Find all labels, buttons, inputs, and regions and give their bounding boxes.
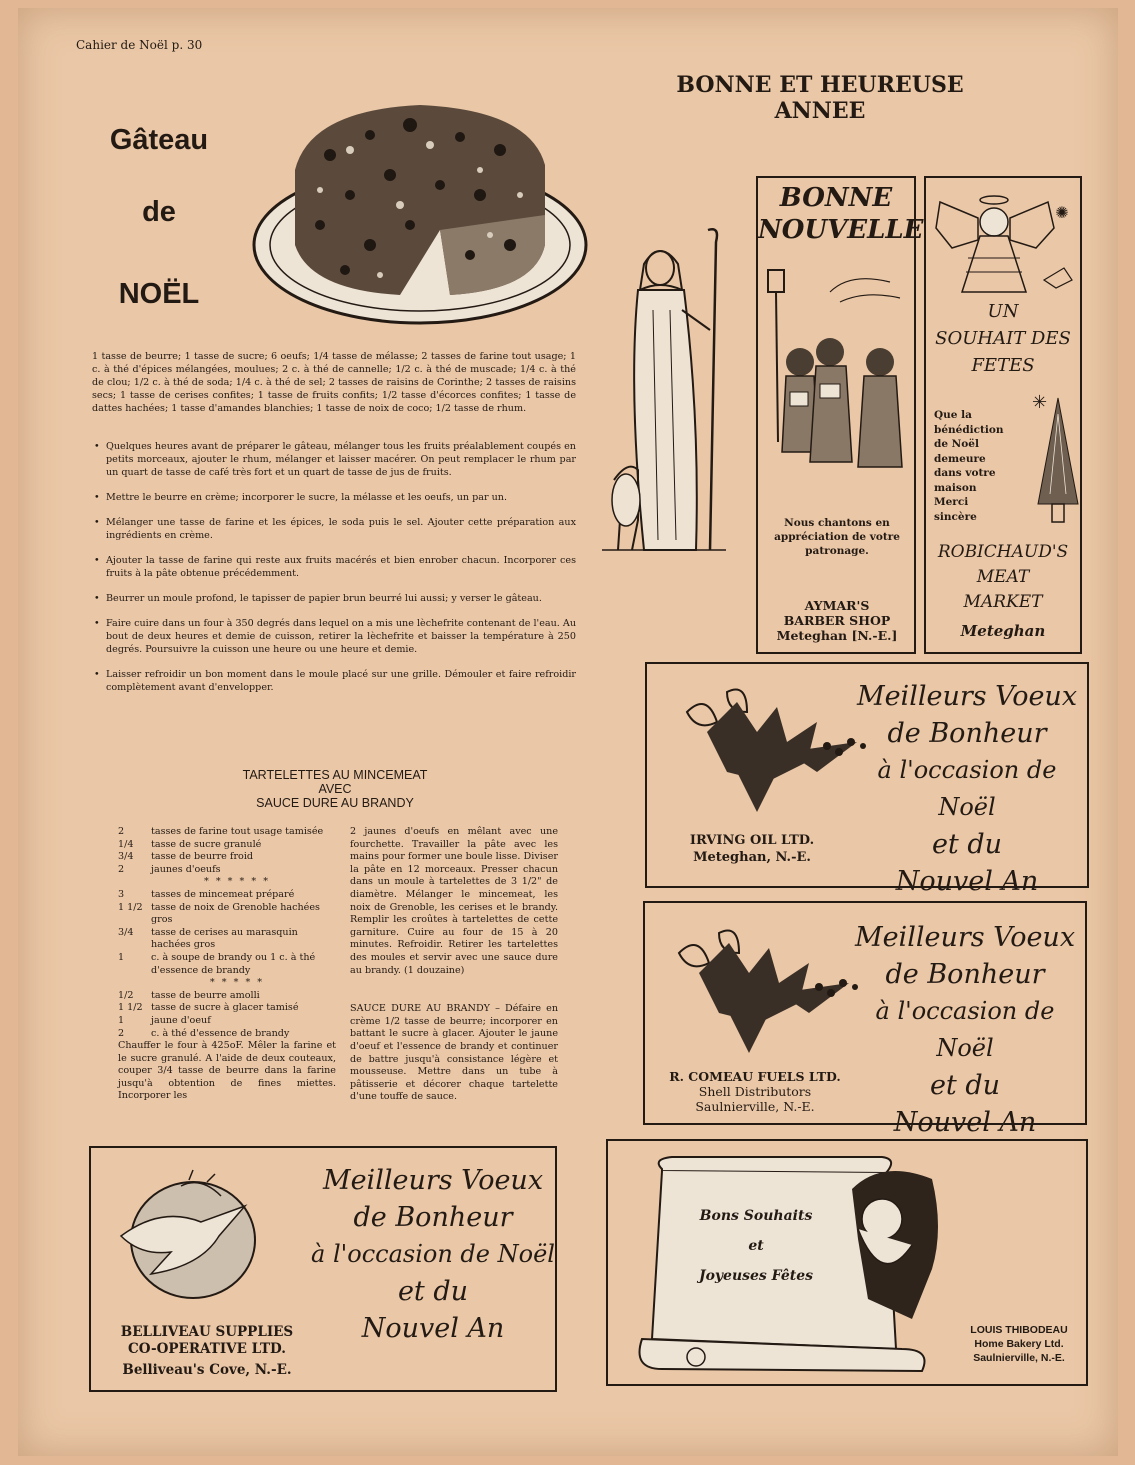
tartelettes-method-start: Chauffer le four à 425oF. Mêler la farine et le sucre granulé. A l'aide de deux couteaux, couper 3/4 tasse de beurre dans la farine jusqu'à obtention de fines miettes. Incorporer les xyxy=(118,1040,336,1102)
separator-stars: * * * * * * xyxy=(203,876,271,888)
thibodeau-scroll-text xyxy=(656,1201,856,1291)
ingredient-item: jaunes d'oeufs xyxy=(151,863,221,875)
comeau-fuels-ad xyxy=(643,901,1087,1138)
thibodeau-info-line: Home Bakery Ltd. xyxy=(974,1338,1064,1350)
svg-text:✺: ✺ xyxy=(1055,203,1069,222)
ingredient-row xyxy=(118,990,336,1003)
robichaud-text-line: Merci sincère xyxy=(934,496,977,523)
dove-illustration xyxy=(111,1166,261,1306)
gateau-steps xyxy=(92,440,576,706)
greeting-line: et du xyxy=(397,1276,469,1307)
greeting-line: Meilleurs Voeux xyxy=(322,1165,544,1196)
greeting-line: Nouvel An xyxy=(895,866,1039,897)
ingredient-item: tasse de cerises au marasquin hachées gros xyxy=(151,926,298,951)
irving-info-line: IRVING OIL LTD. xyxy=(689,833,815,848)
gateau-ingredients: 1 tasse de beurre; 1 tasse de sucre; 6 oeufs; 1/4 tasse de mélasse; 2 tasses de farine tout usage; 1 c. à thé d'épices mélangées, moulues; 2 c. à thé de cannelle; 1/2 c. à thé de muscade; 1/4 c. à thé de clou; 1/2 c. à thé de soda; 1/4 c. à thé de sel; 2 tasses de raisins de Corinthe; 2 tasses de raisins secs; 1 tasse de cerises confites; 1 tasse de fruits confits; 1/2 tasse d'écorces confites; 1 tasse de dattes hachées; 1 tasse d'amandes blanchies; 1 tasse de noix de coco; 1/2 tasse de rhum. xyxy=(92,351,576,414)
carolers-illustration xyxy=(760,252,912,482)
tartelettes-method-cont: 2 jaunes d'oeufs en mêlant avec une fourchette. Travailler la pâte avec les mains pour former une boule lisse. Diviser la pâte en 12 morceaux. Presser chacun dans un moule à tartelettes de 3 1/2" de diamètre. Mélanger le mincemeat, les noix de Grenoble, les cerises et le brandy. Remplir les croûtes à tartelettes de cette garniture. Cuire au four de 15 à 20 minutes. Refroidir. Retirer les tartelettes des moules et servir avec une sauce dure au brandy. (1 douzaine) xyxy=(350,826,558,976)
gateau-title-2: de xyxy=(142,196,176,228)
robichaud-text xyxy=(934,408,1014,524)
ingredient-qty: 2 xyxy=(118,826,125,837)
ingredient-qty: 1 1/2 xyxy=(118,1002,143,1014)
belliveau-info-line: BELLIVEAU SUPPLIES xyxy=(120,1324,294,1340)
ingredient-item: c. à thé d'essence de brandy xyxy=(151,1027,290,1039)
thibodeau-info-line: Saulnierville, N.-E. xyxy=(973,1352,1065,1364)
ingredient-qty: 1/4 xyxy=(118,838,134,850)
aymar-text: Nous chantons en appréciation de votre patronage. xyxy=(774,517,900,557)
comeau-greeting xyxy=(845,919,1085,1141)
ingredient-qty: 1/2 xyxy=(118,989,134,1001)
robichaud-name-line: MARKET xyxy=(963,592,1043,612)
thibodeau-info xyxy=(952,1323,1086,1365)
scroll-line: et xyxy=(748,1238,764,1254)
greeting-line: de Bonheur xyxy=(353,1202,513,1233)
robichaud-heading-line: FETES xyxy=(971,355,1035,376)
greeting-line: Nouvel An xyxy=(361,1313,505,1344)
robichaud-text-line: Que la xyxy=(934,409,972,421)
aymar-name-line: AYMAR'S xyxy=(804,598,870,613)
robichaud-text-line: dans votre xyxy=(934,467,996,479)
ingredient-item: tasse de noix de Grenoble hachées gros xyxy=(151,901,320,926)
page-label: Cahier de Noël p. 30 xyxy=(76,38,203,52)
ingredient-row xyxy=(118,864,336,877)
comeau-info-line: R. COMEAU FUELS LTD. xyxy=(669,1069,841,1084)
comeau-info xyxy=(655,1069,855,1114)
ingredient-item: tasse de beurre froid xyxy=(151,851,254,863)
ingredient-row xyxy=(118,927,336,952)
ingredient-qty: 3/4 xyxy=(118,851,134,863)
ingredient-row xyxy=(118,839,336,852)
gateau-step: • Quelques heures avant de préparer le gâteau, mélanger tous les fruits préalablement coupés en petits morceaux, ajouter le rhum, mélanger et laisser macérer. On peut remplacer le rhum par un quart de tasse de café très fort et un quart de tasse de jus de fruits. xyxy=(92,440,576,479)
robichaud-text-line: bénédiction xyxy=(934,423,1004,436)
ingredient-qty: 3/4 xyxy=(118,926,134,938)
ingredient-row xyxy=(118,851,336,864)
ingredient-row xyxy=(118,902,336,927)
bonne-annee-line: ANNEE xyxy=(774,98,866,124)
gateau-step: • Faire cuire dans un four à 350 degrés dans lequel on a mis une lèchefrite contenant de l'eau. Au bout de deux heures et demie de cuisson, retirer la lèchefrite et baisser la température à 250 degrés. Poursuivre la cuisson une heure ou une heure et demie. xyxy=(92,617,576,656)
holly-illustration xyxy=(667,672,877,822)
belliveau-greeting xyxy=(311,1162,555,1347)
greeting-line: à l'occasion de Noël xyxy=(311,1240,555,1268)
ingredient-qty: 1 1/2 xyxy=(118,901,143,913)
thibodeau-bakery-ad xyxy=(606,1139,1088,1386)
belliveau-info-line: CO-OPERATIVE LTD. xyxy=(128,1341,286,1357)
robichaud-text-line: demeure xyxy=(934,452,986,465)
ingredient-item: tasse de beurre amolli xyxy=(151,989,260,1001)
robichaud-heading-line: SOUHAIT DES xyxy=(935,328,1071,349)
robichaud-text-line: de Noël xyxy=(934,438,979,450)
greeting-line: et du xyxy=(931,829,1003,860)
belliveau-info xyxy=(107,1324,307,1379)
tart-title-line: AVEC xyxy=(318,782,352,796)
bonne-annee-title xyxy=(660,72,980,124)
aymar-heading-line: NOUVELLE xyxy=(758,215,924,245)
ingredient-item: c. à soupe de brandy ou 1 c. à thé d'essence de brandy xyxy=(151,951,316,976)
robichaud-name-line: ROBICHAUD'S xyxy=(937,542,1069,562)
ingredient-item: tasse de sucre à glacer tamisé xyxy=(151,1002,299,1014)
irving-oil-ad xyxy=(645,662,1089,897)
irving-greeting xyxy=(847,678,1087,900)
robichaud-location: Meteghan xyxy=(960,622,1046,640)
gateau-title-1: Gâteau xyxy=(109,124,209,156)
greeting-line: à l'occasion de Noël xyxy=(877,756,1057,821)
svg-text:✳: ✳ xyxy=(1032,392,1048,413)
ingredient-qty: 2 xyxy=(118,863,125,875)
ingredient-item: tasses de mincemeat préparé xyxy=(151,888,295,900)
gateau-step: • Mettre le beurre en crème; incorporer le sucre, la mélasse et les oeufs, un par un. xyxy=(92,491,576,504)
belliveau-info-line: Belliveau's Cove, N.-E. xyxy=(122,1362,292,1378)
ingredient-item: tasse de sucre granulé xyxy=(151,838,262,850)
ingredient-row xyxy=(118,1015,336,1028)
gateau-step: • Mélanger une tasse de farine et les épices, le soda puis le sel. Ajouter cette préparation aux ingrédients en crème. xyxy=(92,516,576,542)
aymar-name xyxy=(762,598,912,643)
greeting-line: Meilleurs Voeux xyxy=(854,922,1076,953)
scroll-line: Joyeuses Fêtes xyxy=(698,1268,814,1284)
tart-title-line: TARTELETTES AU MINCEMEAT xyxy=(242,768,428,782)
bonne-annee-line: BONNE ET HEUREUSE xyxy=(676,72,964,98)
tartelettes-ingredients xyxy=(118,826,336,1103)
angel-illustration xyxy=(932,188,1076,300)
tartelettes-title xyxy=(215,768,455,810)
ingredient-row xyxy=(118,1002,336,1015)
comeau-info-line: Shell Distributors xyxy=(698,1084,812,1099)
gateau-step: • Ajouter la tasse de farine qui reste aux fruits macérés et bien enrober chacun. Incorporer ces fruits à la pâte obtenue précédemment. xyxy=(92,554,576,580)
ingredient-row xyxy=(118,1028,336,1041)
christmas-tree-icon xyxy=(1022,384,1080,530)
gateau-step: • Laisser refroidir un bon moment dans le moule placé sur une grille. Démouler et faire refroidir complètement avant d'envelopper. xyxy=(92,668,576,694)
ingredient-qty: 3 xyxy=(118,888,125,900)
tart-title-line: SAUCE DURE AU BRANDY xyxy=(256,796,414,810)
robichaud-text-line: maison xyxy=(934,481,977,494)
ingredient-row xyxy=(118,889,336,902)
aymar-barber-shop-ad xyxy=(756,176,924,654)
separator-stars: * * * * * xyxy=(209,977,265,989)
gateau-step: • Beurrer un moule profond, le tapisser de papier brun beurré lui aussi; y verser le gâteau. xyxy=(92,592,576,605)
aymar-heading xyxy=(758,182,924,246)
ingredient-item: tasses de farine tout usage tamisée xyxy=(151,826,324,837)
holly-illustration xyxy=(659,913,869,1063)
ingredient-qty: 1 xyxy=(118,1014,125,1026)
ingredient-qty: 1 xyxy=(118,951,125,963)
fruit-cake-illustration xyxy=(250,95,590,331)
tartelettes-method xyxy=(350,826,558,1104)
aymar-name-line: BARBER SHOP xyxy=(783,613,891,628)
greeting-line: Nouvel An xyxy=(893,1107,1037,1138)
greeting-line: à l'occasion de Noël xyxy=(875,997,1055,1062)
greeting-line: et du xyxy=(929,1070,1001,1101)
robichaud-heading xyxy=(926,298,1080,379)
robichaud-name-line: MEAT xyxy=(976,567,1030,587)
greeting-line: de Bonheur xyxy=(887,718,1047,749)
sauce-recipe: SAUCE DURE AU BRANDY – Défaire en crème 1/2 tasse de beurre; incorporer en battant le sucre à glacer. Ajouter le jaune d'oeuf et l'essence de brandy et continuer de battre jusqu'à consistance légère et mousseuse. Mettre dans un tube à pâtisserie et décorer chaque tartelette d'une touffe de sauce. xyxy=(350,1003,558,1103)
greeting-line: Meilleurs Voeux xyxy=(856,681,1078,712)
comeau-info-line: Saulnierville, N.-E. xyxy=(695,1099,815,1114)
aymar-heading-line: BONNE xyxy=(779,183,893,213)
irving-info-line: Meteghan, N.-E. xyxy=(693,850,811,865)
aymar-name-line: Meteghan [N.-E.] xyxy=(776,628,898,643)
ingredient-row xyxy=(118,826,336,839)
gateau-title-3: NOËL xyxy=(118,278,200,310)
ingredient-row xyxy=(118,952,336,977)
shepherd-illustration xyxy=(598,220,728,560)
robichaud-heading-line: UN xyxy=(987,301,1019,322)
ingredient-qty: 2 xyxy=(118,1027,125,1039)
greeting-line: de Bonheur xyxy=(885,959,1045,990)
scroll-line: Bons Souhaits xyxy=(699,1208,813,1224)
robichaud-meat-market-ad xyxy=(924,176,1082,654)
irving-info xyxy=(657,832,847,866)
ingredient-item: jaune d'oeuf xyxy=(151,1014,211,1026)
robichaud-name xyxy=(926,540,1080,615)
belliveau-supplies-ad xyxy=(89,1146,557,1392)
thibodeau-info-line: LOUIS THIBODEAU xyxy=(970,1324,1068,1336)
